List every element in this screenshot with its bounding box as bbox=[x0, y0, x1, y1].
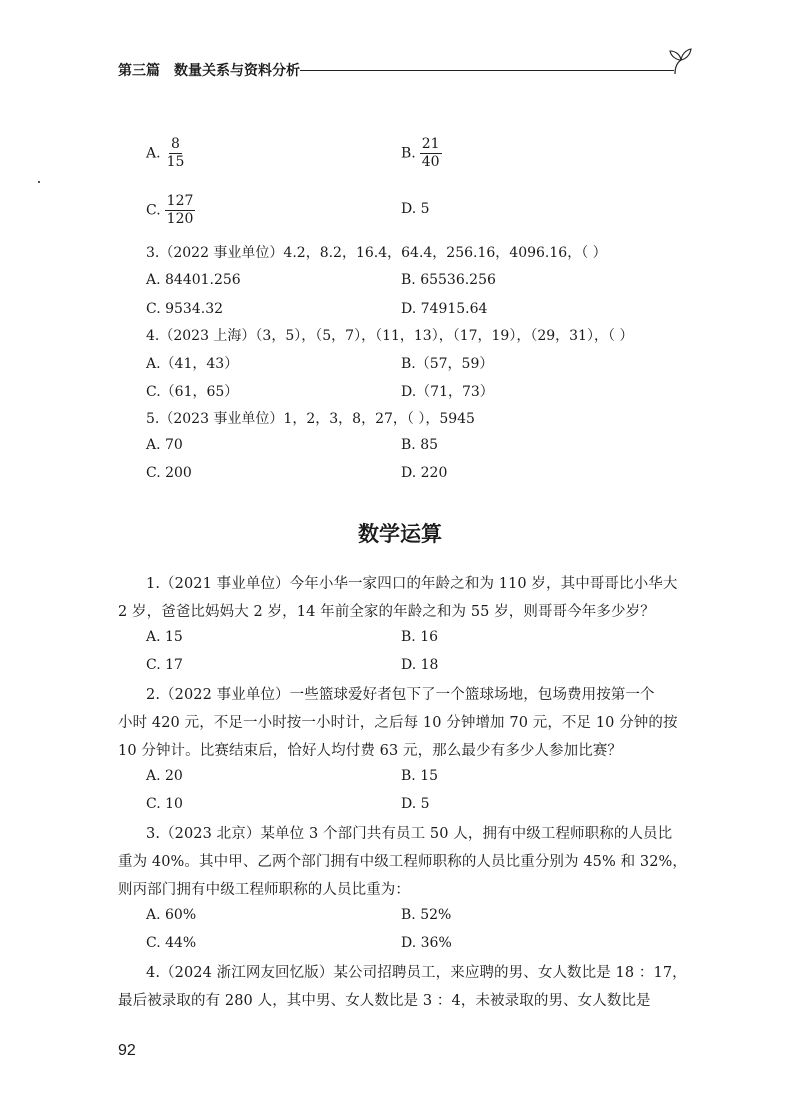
numerator: 21 bbox=[421, 136, 440, 152]
denominator: 40 bbox=[421, 154, 440, 170]
denominator: 120 bbox=[166, 211, 194, 227]
header-rule bbox=[300, 70, 674, 71]
option-d: D. 36% bbox=[401, 935, 452, 951]
fraction bbox=[165, 193, 196, 228]
option-prefix: B. bbox=[401, 145, 416, 162]
option-a: A. 84401.256 bbox=[146, 272, 241, 288]
option-a: A. 20 bbox=[146, 768, 183, 784]
option-d: D. 74915.64 bbox=[401, 301, 488, 317]
option-c bbox=[146, 193, 195, 228]
option-b: B. 16 bbox=[401, 629, 439, 645]
option-a: A.（41，43） bbox=[146, 356, 239, 372]
sprout-icon bbox=[666, 44, 696, 82]
question-line: 2 岁，爸爸比妈妈大 2 岁，14 年前全家的年龄之和为 55 岁，则哥哥今年多少岁？ bbox=[118, 604, 655, 620]
option-b: B. 15 bbox=[401, 768, 439, 784]
page-number: 92 bbox=[118, 1042, 136, 1059]
option-c: C. 10 bbox=[146, 796, 183, 812]
option-d: D. 5 bbox=[401, 796, 430, 812]
option-b: B.（57，59） bbox=[401, 356, 494, 372]
option-d: D. 220 bbox=[401, 465, 448, 481]
option-c: C.（61，65） bbox=[146, 384, 239, 400]
numerator: 8 bbox=[171, 136, 180, 152]
option-b bbox=[401, 136, 442, 171]
question-line: 小时 420 元，不足一小时按一小时计，之后每 10 分钟增加 70 元，不足 10 分钟的按 bbox=[118, 715, 678, 731]
option-c: C. 9534.32 bbox=[146, 301, 224, 317]
option-prefix: C. bbox=[146, 202, 161, 219]
option-d: D. 18 bbox=[401, 657, 439, 673]
section-title: 数学运算 bbox=[358, 522, 442, 546]
option-d: D. 5 bbox=[401, 201, 430, 217]
fraction bbox=[420, 136, 442, 171]
question-stem: 4.（2023 上海）（3，5），（5，7），（11，13），（17，19），（29，31），（ ） bbox=[146, 328, 634, 344]
option-d: D.（71，73） bbox=[401, 384, 494, 400]
question-line: 4.（2024 浙江网友回忆版）某公司招聘员工，来应聘的男、女人数比是 18 ：17， bbox=[146, 965, 687, 981]
question-line: 10 分钟计。比赛结束后，恰好人均付费 63 元，那么最少有多少人参加比赛？ bbox=[118, 743, 623, 759]
question-line: 则丙部门拥有中级工程师职称的人员比重为： bbox=[118, 882, 410, 898]
question-line: 2.（2022 事业单位）一些篮球爱好者包下了一个篮球场地，包场费用按第一个 bbox=[146, 687, 655, 703]
numerator: 127 bbox=[166, 193, 194, 209]
fraction bbox=[165, 136, 187, 171]
running-header: 第三篇 数量关系与资料分析 bbox=[118, 63, 300, 79]
question-line: 重为 40%。其中甲、乙两个部门拥有中级工程师职称的人员比重分别为 45% 和 32%， bbox=[118, 854, 688, 870]
question-line: 3.（2023 北京）某单位 3 个部门共有员工 50 人，拥有中级工程师职称的人员比 bbox=[146, 826, 673, 842]
option-b: B. 65536.256 bbox=[401, 272, 496, 288]
question-stem: 5.（2023 事业单位）1，2，3，8，27，（ ），5945 bbox=[146, 411, 475, 427]
option-a: A. 15 bbox=[146, 629, 183, 645]
scan-speck bbox=[38, 181, 40, 183]
option-b: B. 52% bbox=[401, 907, 452, 923]
question-stem: 3.（2022 事业单位）4.2，8.2，16.4，64.4，256.16，4096.16，（ ） bbox=[146, 245, 607, 261]
option-c: C. 17 bbox=[146, 657, 183, 673]
denominator: 15 bbox=[166, 154, 185, 170]
question-line: 最后被录取的有 280 人，其中男、女人数比是 3 ：4，未被录取的男、女人数比是 bbox=[118, 993, 651, 1009]
option-c: C. 200 bbox=[146, 465, 192, 481]
option-a: A. 60% bbox=[146, 907, 197, 923]
option-a bbox=[146, 136, 186, 171]
option-a: A. 70 bbox=[146, 437, 183, 453]
option-b: B. 85 bbox=[401, 437, 439, 453]
question-line: 1.（2021 事业单位）今年小华一家四口的年龄之和为 110 岁，其中哥哥比小华大 bbox=[146, 576, 678, 592]
option-prefix: A. bbox=[146, 145, 161, 162]
option-c: C. 44% bbox=[146, 935, 197, 951]
